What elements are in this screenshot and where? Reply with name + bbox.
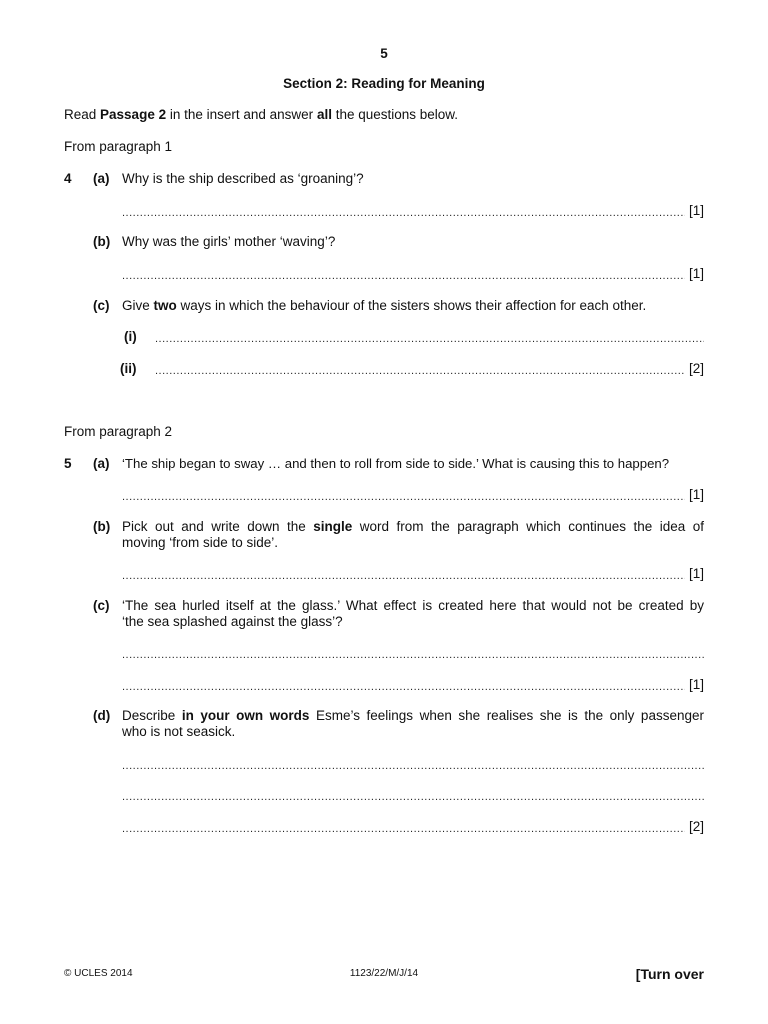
mark-allocation: [2] xyxy=(688,361,704,376)
question-text: Esme’s feelings when she realises she is the only passenger xyxy=(309,708,704,723)
answer-line-4b[interactable] xyxy=(122,266,704,282)
dotted-line xyxy=(122,570,685,582)
dotted-line xyxy=(122,791,704,803)
dotted-line xyxy=(122,491,685,503)
paper-code: 1123/22/M/J/14 xyxy=(349,968,419,979)
question-5c-line2: ‘the sea splashed against the glass’? xyxy=(122,614,343,629)
question-text: Pick out and write down the xyxy=(122,519,314,534)
mark-allocation: [1] xyxy=(688,566,704,581)
copyright-notice: © UCLES 2014 xyxy=(64,968,133,979)
intro-bold-all: all xyxy=(316,107,332,122)
question-5-number: 5 xyxy=(64,456,72,471)
question-5a-label: (a) xyxy=(93,456,110,471)
question-text: Describe xyxy=(122,708,182,723)
question-4b-text: Why was the girls’ mother ‘waving’? xyxy=(122,234,336,249)
question-5b-line1 xyxy=(122,519,704,535)
mark-allocation: [1] xyxy=(688,266,704,281)
question-4c-ii-label: (ii) xyxy=(120,361,137,376)
answer-line-5a[interactable] xyxy=(122,487,704,503)
intro-text: the questions below. xyxy=(331,107,459,122)
intro-instruction xyxy=(64,107,458,122)
dotted-line xyxy=(122,681,685,693)
answer-line-4a[interactable] xyxy=(122,203,704,219)
answer-line-5d-2[interactable] xyxy=(122,787,704,803)
dotted-line xyxy=(155,365,685,377)
paragraph-1-heading: From paragraph 1 xyxy=(64,139,173,154)
dotted-line xyxy=(122,270,685,282)
section-title: Section 2: Reading for Meaning xyxy=(283,76,485,91)
question-4a-label: (a) xyxy=(93,171,110,186)
paragraph-2-heading: From paragraph 2 xyxy=(64,424,173,439)
question-5b-label: (b) xyxy=(93,519,111,534)
mark-allocation: [1] xyxy=(688,487,704,502)
answer-line-5d-1[interactable] xyxy=(122,756,704,772)
page-number: 5 xyxy=(380,46,388,61)
question-4-number: 4 xyxy=(64,171,72,186)
answer-line-5c-2[interactable] xyxy=(122,677,704,693)
question-5c-label: (c) xyxy=(93,598,110,613)
question-5d-line1 xyxy=(122,708,704,724)
mark-allocation: [1] xyxy=(688,203,704,218)
answer-line-5c-1[interactable] xyxy=(122,645,704,661)
answer-line-4c-ii[interactable] xyxy=(155,361,704,377)
dotted-line xyxy=(122,649,704,661)
question-5a-text: ‘The ship began to sway … and then to roll from side to side.’ What is causing this to happen? xyxy=(122,456,670,471)
question-5b-line2: moving ‘from side to side’. xyxy=(122,535,279,550)
question-4c-i-label: (i) xyxy=(124,329,137,344)
turn-over-label: [Turn over xyxy=(635,966,704,982)
dotted-line xyxy=(155,333,704,345)
question-text: word from the paragraph which continues the idea of xyxy=(352,519,705,534)
question-text-bold: in your own words xyxy=(181,708,310,723)
mark-allocation: [2] xyxy=(688,819,704,834)
question-4c-text xyxy=(122,298,704,314)
question-5d-line2: who is not seasick. xyxy=(122,724,236,739)
question-5d-label: (d) xyxy=(93,708,111,723)
dotted-line xyxy=(122,760,704,772)
question-text-bold: single xyxy=(313,519,353,534)
question-text: ways in which the behaviour of the sisters shows their affection for each other. xyxy=(176,298,647,313)
intro-text: in the insert and answer xyxy=(166,107,317,122)
question-5c-line1: ‘The sea hurled itself at the glass.’ What effect is created here that would not be created by xyxy=(122,598,704,613)
answer-line-4c-i[interactable] xyxy=(155,329,704,345)
mark-allocation: [1] xyxy=(688,677,704,692)
dotted-line xyxy=(122,207,685,219)
question-4c-label: (c) xyxy=(93,298,110,313)
question-text-bold: two xyxy=(153,298,177,313)
dotted-line xyxy=(122,823,685,835)
question-4b-label: (b) xyxy=(93,234,111,249)
intro-bold-passage: Passage 2 xyxy=(100,107,167,122)
question-text: Give xyxy=(122,298,154,313)
answer-line-5d-3[interactable] xyxy=(122,819,704,835)
intro-text: Read xyxy=(64,107,101,122)
answer-line-5b[interactable] xyxy=(122,566,704,582)
question-4a-text: Why is the ship described as ‘groaning’? xyxy=(122,171,364,186)
